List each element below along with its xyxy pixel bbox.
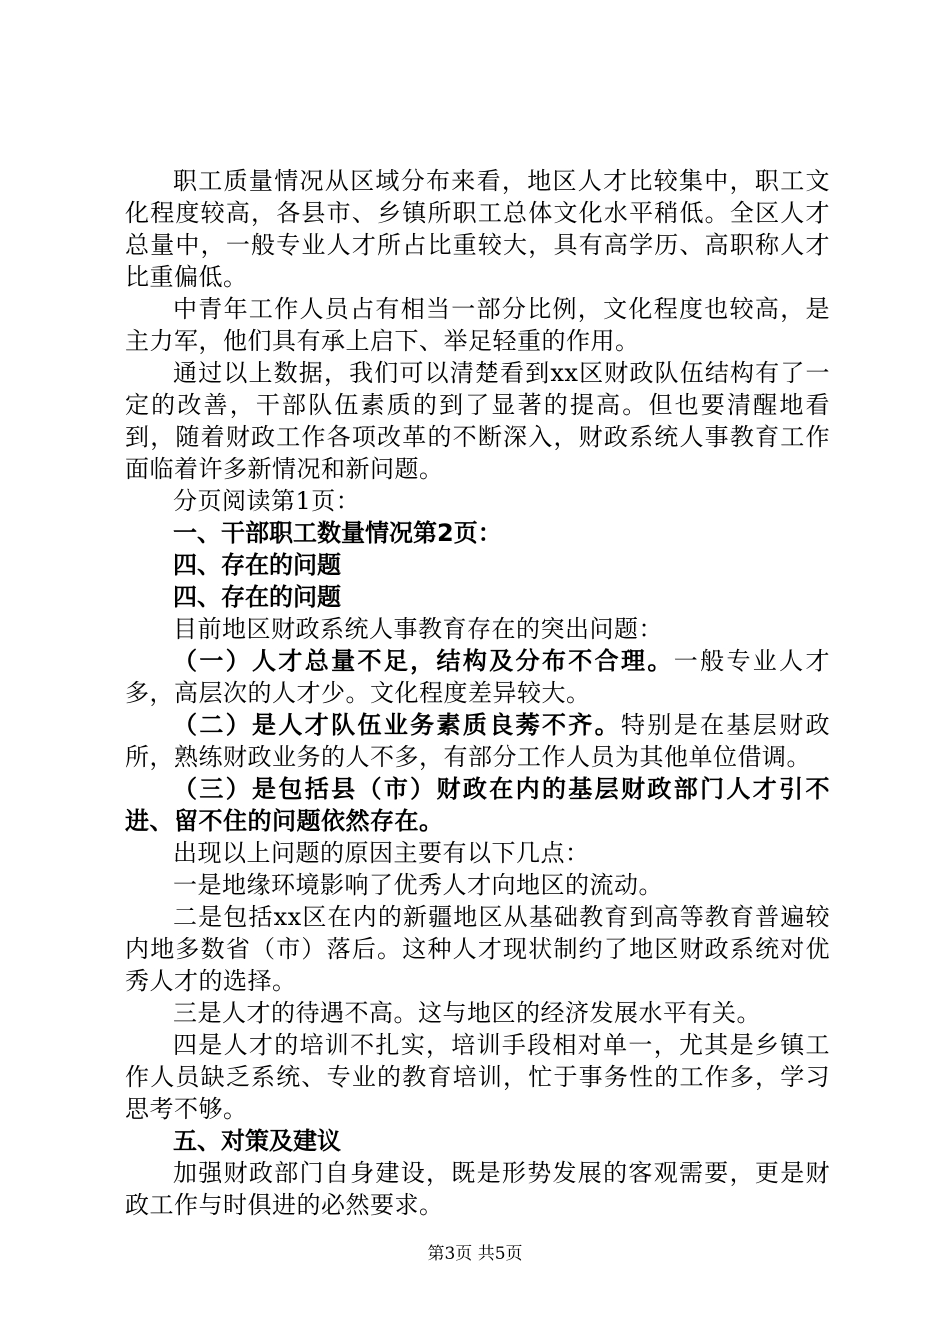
heading-section-5: 五、对策及建议 bbox=[173, 1127, 341, 1155]
paragraph-problems-intro: 目前地区财政系统人事教育存在的突出问题： bbox=[173, 615, 663, 643]
paragraph-cause-2: 二是包括xx区在内的新疆地区从基础教育到高等教育普遍较内地多数省（市）落后。这种人才现状制约了地区财政系统对优秀人才的选择。 bbox=[125, 903, 830, 995]
problem-1-text: 一般专业人才多，高层次的人才少。文化程度差异较大。 bbox=[125, 647, 831, 707]
heading-section-4: 四、存在的问题 bbox=[173, 551, 341, 579]
document-body bbox=[125, 0, 830, 1221]
heading-section-1: 一、干部职工数量情况第2页： bbox=[173, 519, 502, 547]
problem-2-text: 特别是在基层财政所，熟练财政业务的人不多，有部分工作人员为其他单位借调。 bbox=[125, 711, 831, 771]
paragraph-3: 通过以上数据，我们可以清楚看到xx区财政队伍结构有了一定的改善，干部队伍素质的到了显著的提高。但也要清醒地看到，随着财政工作各项改革的不断深入，财政系统人事教育工作面临着许多新情况和新问题。 bbox=[125, 359, 830, 483]
paragraph-1: 职工质量情况从区域分布来看，地区人才比较集中，职工文化程度较高，各县市、乡镇所职工总体文化水平稍低。全区人才总量中，一般专业人才所占比重较大，具有高学历、高职称人才比重偏低。 bbox=[125, 167, 830, 291]
page-footer: 第3页 共5页 bbox=[427, 1244, 523, 1264]
problem-2-lead: （二）是人才队伍业务素质良莠不齐。 bbox=[173, 711, 622, 739]
paragraph-recommendation: 加强财政部门自身建设，既是形势发展的客观需要，更是财政工作与时俱进的必然要求。 bbox=[125, 1159, 830, 1219]
paragraph-cause-4: 四是人才的培训不扎实，培训手段相对单一，尤其是乡镇工作人员缺乏系统、专业的教育培训，忙于事务性的工作多，学习思考不够。 bbox=[125, 1031, 830, 1123]
problem-3-lead: （三）是包括县（市）财政在内的基层财政部门人才引不进、留不住的问题依然存在。 bbox=[125, 775, 830, 835]
paragraph-cause-3: 三是人才的待遇不高。这与地区的经济发展水平有关。 bbox=[173, 999, 761, 1027]
paragraph-2: 中青年工作人员占有相当一部分比例，文化程度也较高，是主力军，他们具有承上启下、举足轻重的作用。 bbox=[125, 295, 830, 355]
paragraph-problem-1 bbox=[125, 645, 830, 709]
paragraph-cause-1: 一是地缘环境影响了优秀人才向地区的流动。 bbox=[173, 871, 663, 899]
problem-1-lead: （一）人才总量不足，结构及分布不合理。 bbox=[173, 647, 674, 675]
heading-section-4-repeat: 四、存在的问题 bbox=[173, 583, 341, 611]
paragraph-causes-intro: 出现以上问题的原因主要有以下几点： bbox=[173, 839, 590, 867]
paragraph-problem-2 bbox=[125, 709, 830, 773]
paragraph-problem-3 bbox=[125, 773, 830, 837]
paragraph-page-nav: 分页阅读第1页： bbox=[173, 487, 361, 515]
